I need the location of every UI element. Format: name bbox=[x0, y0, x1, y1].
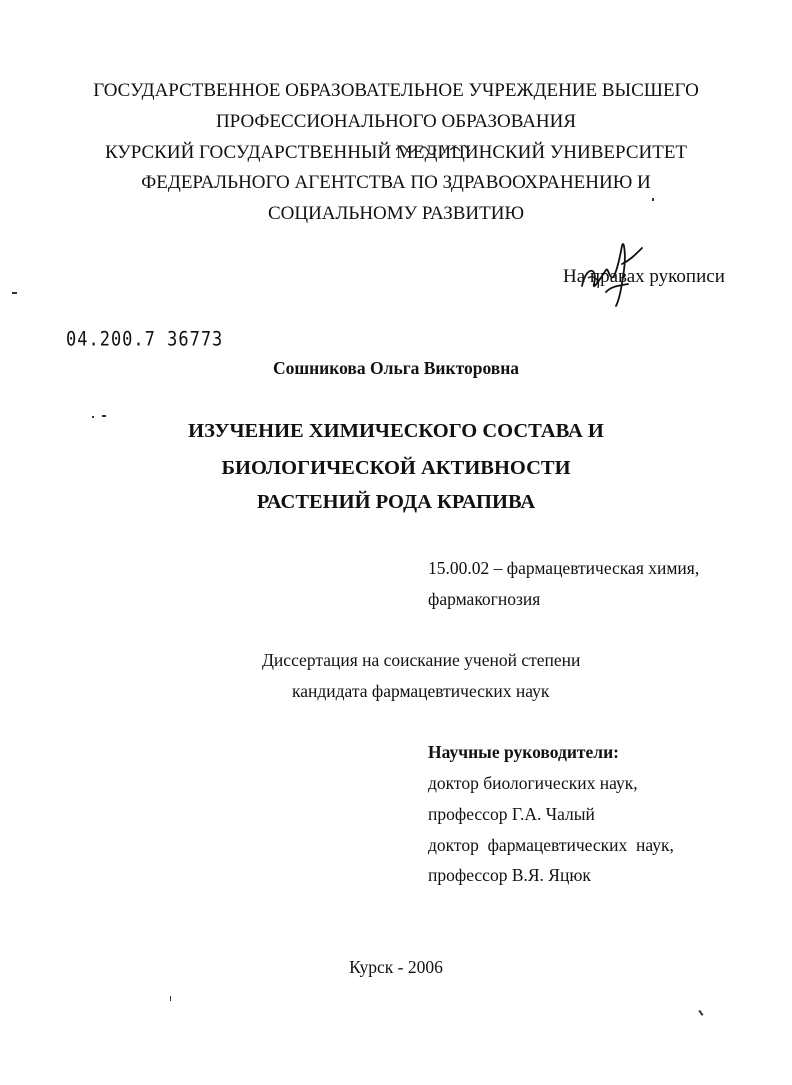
place-and-year: Курск - 2006 bbox=[349, 957, 443, 977]
author-name: Сошникова Ольга Викторовна bbox=[272, 358, 520, 378]
specialty-code: 15.00.02 – фармацевтическая химия, bbox=[428, 558, 700, 578]
supervisors-heading: Научные руководители: bbox=[428, 742, 620, 762]
scan-speck bbox=[102, 415, 106, 417]
dissertation-title-line-1: ИЗУЧЕНИЕ ХИМИЧЕСКОГО СОСТАВА И bbox=[188, 420, 604, 442]
institution-line-4: ФЕДЕРАЛЬНОГО АГЕНТСТВА ПО ЗДРАВООХРАНЕНИЮ И bbox=[141, 172, 651, 193]
supervisor-1-degree: доктор биологических наук, bbox=[428, 773, 638, 793]
supervisor-2-name: профессор В.Я. Яцюк bbox=[428, 865, 591, 885]
institution-line-2: ПРОФЕССИОНАЛЬНОГО ОБРАЗОВАНИЯ bbox=[215, 111, 577, 132]
scan-speck bbox=[652, 198, 654, 201]
institution-line-3: КУРСКИЙ ГОСУДАРСТВЕННЫЙ МЕДИЦИНСКИЙ УНИВЕРСИТЕТ bbox=[104, 142, 688, 163]
dissertation-title-line-3: РАСТЕНИЙ РОДА КРАПИВА bbox=[256, 491, 536, 513]
manuscript-rights-note: На правах рукописи bbox=[563, 266, 725, 287]
degree-statement-line-1: Диссертация на соискание ученой степени bbox=[262, 650, 581, 670]
supervisor-1-name: профессор Г.А. Чалый bbox=[428, 804, 595, 824]
signature-icon bbox=[572, 226, 652, 312]
scan-speck bbox=[12, 292, 17, 294]
registration-number: 04.200.7 36773 bbox=[66, 328, 224, 351]
specialty-name: фармакогнозия bbox=[428, 589, 541, 609]
scan-speck bbox=[170, 996, 171, 1001]
degree-statement-line-2: кандидата фармацевтических наук bbox=[292, 681, 550, 701]
handwritten-annotation-icon bbox=[394, 141, 484, 155]
dissertation-title-line-2: БИОЛОГИЧЕСКОЙ АКТИВНОСТИ bbox=[221, 457, 571, 479]
scan-speck bbox=[92, 416, 94, 418]
institution-line-5: СОЦИАЛЬНОМУ РАЗВИТИЮ bbox=[267, 203, 525, 224]
supervisor-2-degree: доктор фармацевтических наук, bbox=[428, 835, 674, 855]
institution-line-1: ГОСУДАРСТВЕННОЕ ОБРАЗОВАТЕЛЬНОЕ УЧРЕЖДЕНИЕ ВЫСШЕГО bbox=[93, 80, 699, 101]
scan-speck bbox=[698, 1010, 703, 1016]
